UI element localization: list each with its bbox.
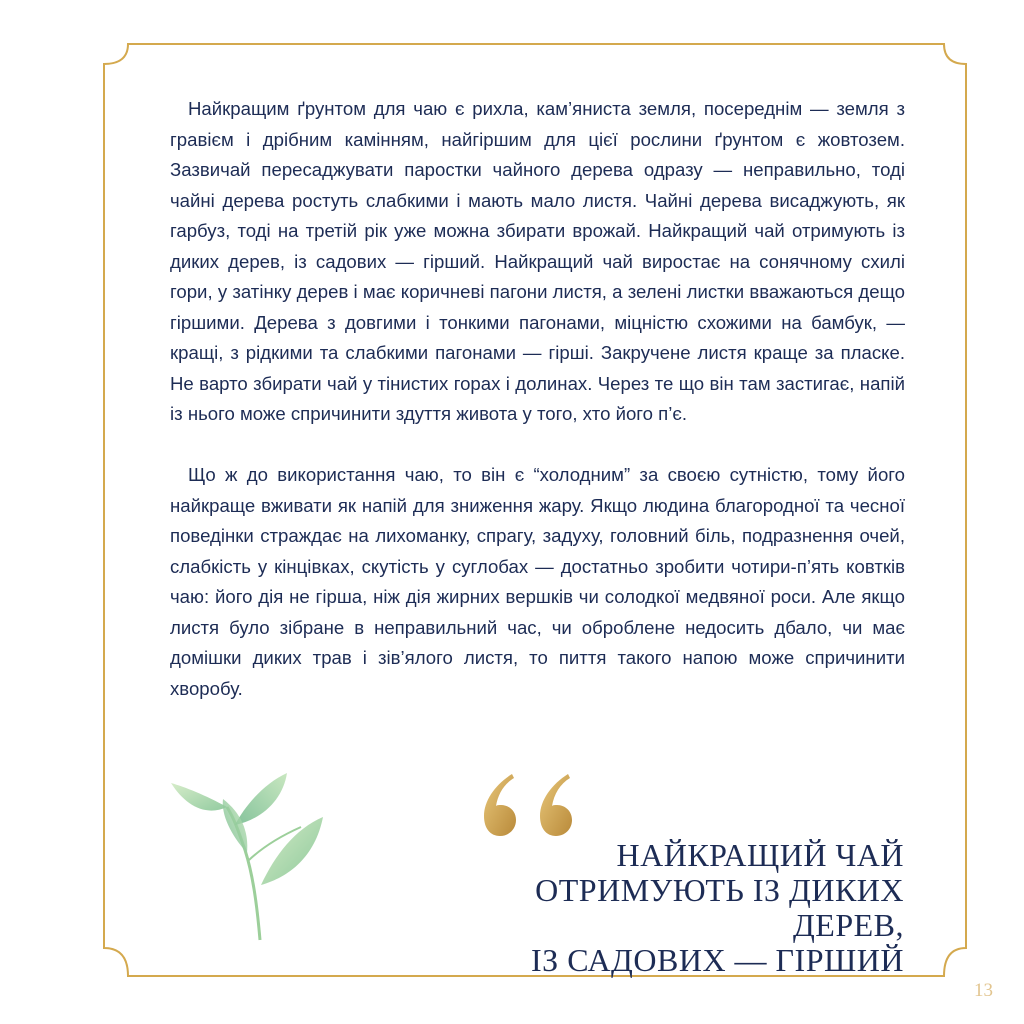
page-number: 13 <box>974 980 993 1001</box>
pull-quote <box>424 838 904 978</box>
pull-quote-line-2: ОТРИМУЮТЬ ІЗ ДИКИХ ДЕРЕВ, <box>535 872 904 943</box>
body-text <box>170 94 905 704</box>
pull-quote-line-1: НАЙКРАЩИЙ ЧАЙ <box>616 837 904 873</box>
tea-leaf-icon <box>165 765 325 945</box>
paragraph-2: Що ж до використання чаю, то він є “холодним” за своєю сутністю, тому його найкраще вживати як напій для зниження жару. Якщо людина благородної та чесної поведінки страждає на лихоманку, спрагу, задуху, головний біль, подразнення очей, слабкість у кінцівках, скутість у суглобах — достатньо зробити чотири-п’ять ковтків чаю: його дія не гірша, ніж дія жирних вершків чи солодкої медвяної роси. Але якщо листя було зібране в неправильний час, чи оброблене недосить дбало, чи має домішки диких трав і зів’ялого листя, то пиття такого напою може спричинити хворобу. <box>170 464 905 699</box>
open-quote-icon <box>478 770 578 840</box>
paragraph-1: Найкращим ґрунтом для чаю є рихла, кам’яниста земля, посереднім — земля з гравієм і дрібним камінням, найгіршим для цієї рослини ґрунтом є жовтозем. Зазвичай пересаджувати паростки чайного дерева одразу — неправильно, тоді чайні дерева ростуть слабкими і мають мало листя. Чайні дерева висаджують, як гарбуз, тоді на третій рік уже можна збирати врожай. Найкращий чай отримують із диких дерев, із садових — гірший. Найкращий чай виростає на сонячному схилі гори, у затінку дерев і має коричневі пагони листя, а зелені листки вважаються дещо гіршими. Дерева з довгими і тонкими пагонами, міцністю схожими на бамбук, — кращі, з рідкими та слабкими пагонами — гірші. Закручене листя краще за пласке. Не варто збирати чай у тінистих горах і долинах. Через те що він там застигає, напій із нього може спричинити здуття живота у того, хто його п’є. <box>170 98 905 424</box>
pull-quote-line-3: ІЗ САДОВИХ — ГІРШИЙ <box>531 942 904 978</box>
